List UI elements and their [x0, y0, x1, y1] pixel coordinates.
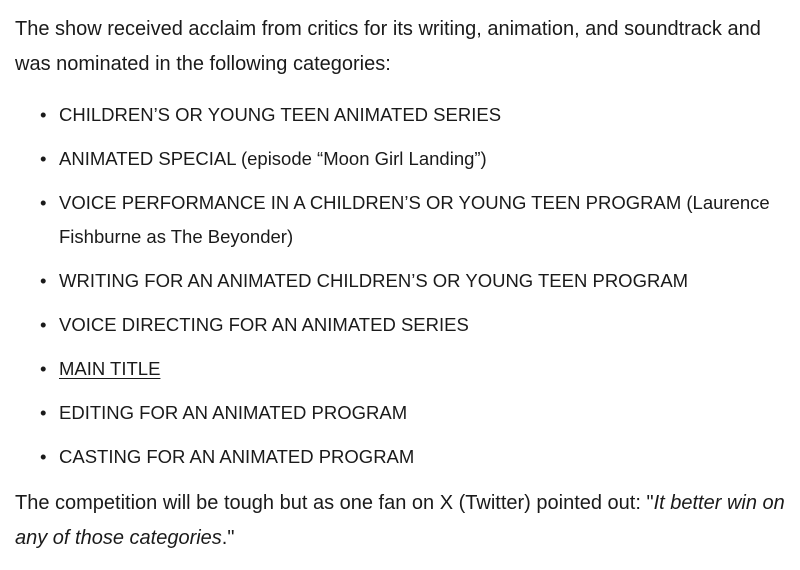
bullet-icon: •	[40, 192, 47, 213]
fan-quote: It better win on any of those categories	[15, 492, 785, 549]
nomination-label: ANIMATED SPECIAL (episode “Moon Girl Landing”)	[59, 148, 487, 169]
outro-paragraph	[15, 486, 786, 556]
bullet-icon: •	[40, 270, 47, 291]
nomination-label: VOICE PERFORMANCE IN A CHILDREN’S OR YOUNG TEEN PROGRAM (Laurence Fishburne as The Beyonder)	[59, 192, 770, 247]
bullet-icon: •	[40, 402, 47, 423]
nomination-label: EDITING FOR AN ANIMATED PROGRAM	[59, 402, 408, 423]
outro-tail: ."	[221, 527, 235, 549]
nomination-label: WRITING FOR AN ANIMATED CHILDREN’S OR YOUNG TEEN PROGRAM	[59, 270, 689, 291]
nomination-item	[40, 308, 786, 342]
nomination-item	[40, 186, 786, 254]
bullet-icon: •	[40, 314, 47, 335]
bullet-icon: •	[40, 104, 47, 125]
nomination-item	[40, 396, 786, 430]
bullet-icon: •	[40, 148, 47, 169]
nomination-item[interactable]	[40, 352, 786, 386]
main-title-link[interactable]: MAIN TITLE	[59, 358, 161, 379]
nomination-item	[40, 440, 786, 474]
nomination-label: CHILDREN’S OR YOUNG TEEN ANIMATED SERIES	[59, 104, 502, 125]
nominations-list	[15, 98, 786, 474]
nomination-item	[40, 264, 786, 298]
bullet-icon: •	[40, 358, 47, 379]
nomination-item	[40, 98, 786, 132]
nomination-item	[40, 142, 786, 176]
bullet-icon: •	[40, 446, 47, 467]
nomination-label: VOICE DIRECTING FOR AN ANIMATED SERIES	[59, 314, 469, 335]
nomination-label: CASTING FOR AN ANIMATED PROGRAM	[59, 446, 415, 467]
outro-lead: The competition will be tough but as one fan on X (Twitter) pointed out: "	[15, 492, 654, 514]
intro-paragraph: The show received acclaim from critics for its writing, animation, and soundtrack and was nominated in the following categories:	[15, 18, 761, 75]
